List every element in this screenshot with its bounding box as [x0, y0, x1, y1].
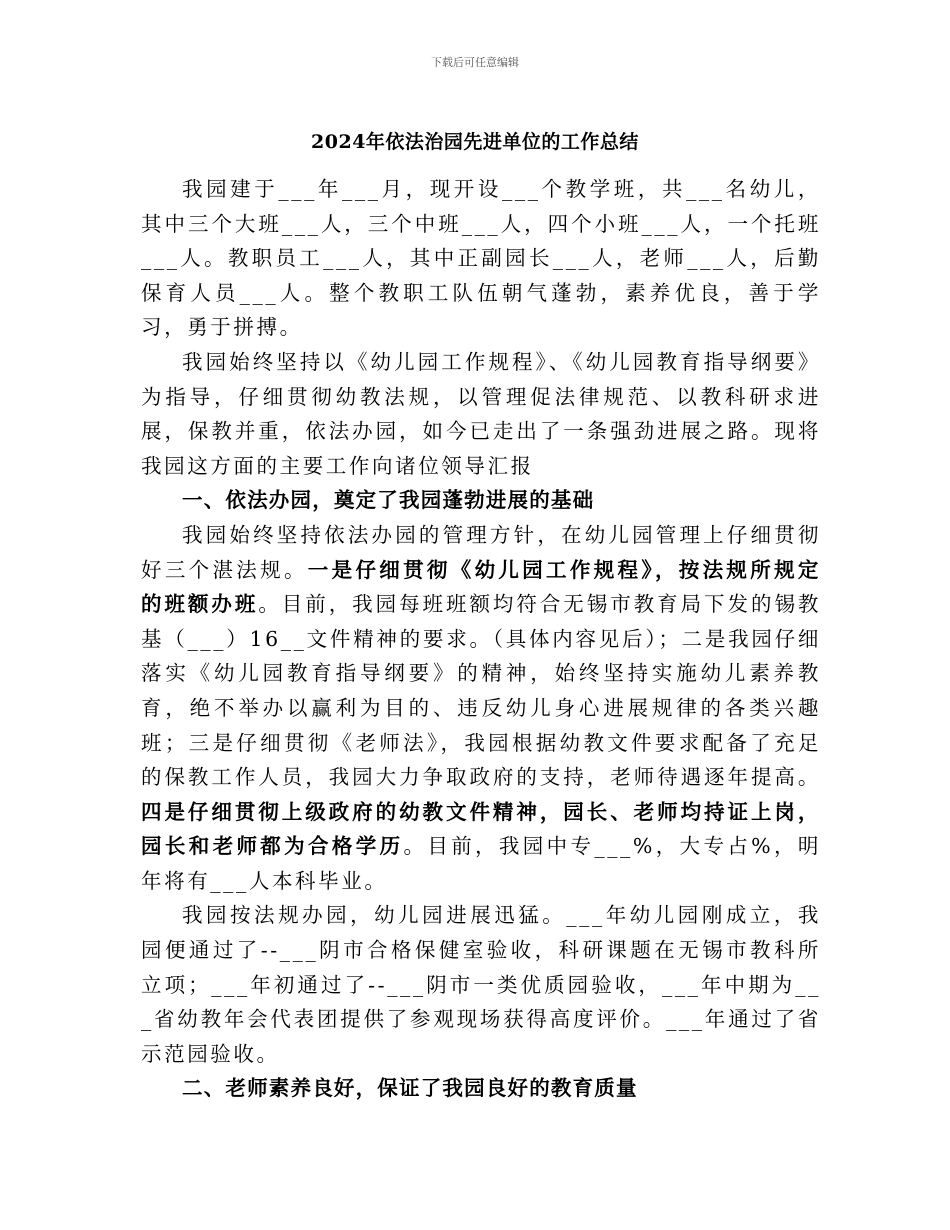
paragraph-text: 。目前，我园每班班额均符合无锡市教育局下发的锡教基（___）16__文件精神的要求。（具体内容见后）；二是我园仔细落实《幼儿园教育指导纲要》的精神，始终坚持实施幼儿素养教育，绝不举办以赢利为目的、违反幼儿身心进展规律的各类兴趣班；三是仔细贯彻《老师法》，我园根据幼教文件要求配备了充足的保教工作人员，我园大力争取政府的支持，老师待遇逐年提高。	[141, 592, 822, 790]
section-heading-1: 一、依法办园，奠定了我园蓬勃进展的基础	[182, 488, 595, 513]
document-body	[141, 172, 821, 1106]
paragraph-development: 我园按法规办园，幼儿园进展迅猛。___年幼儿园刚成立，我园便通过了--___阴市合格保健室验收，科研课题在无锡市教科所立项；___年初通过了--___阴市一类优质园验收，___年中期为___省幼教年会代表团提供了参观现场获得高度评价。___年通过了省示范园验收。	[141, 903, 821, 1066]
paragraph-text: 。目前，我园中专___%，大专占%，明年将有___人本科毕业。	[141, 834, 821, 893]
header-note: 下载后可任意编辑	[431, 56, 519, 69]
paragraph-intro: 我园建于___年___月，现开设___个教学班，共___名幼儿，其中三个大班___人，三个中班___人，四个小班___人，一个托班___人。教职员工___人，其中正副园长___人，老师___人，后勤保育人员___人。整个教职工队伍朝气蓬勃，素养优良，善于学习，勇于拼搏。	[141, 177, 821, 340]
paragraph-guidance: 我园始终坚持以《幼儿园工作规程》、《幼儿园教育指导纲要》为指导，仔细贯彻幼教法规，以管理促法律规范、以教科研求进展，保教并重，依法办园，如今已走出了一条强劲进展之路。现将我园这方面的主要工作向诸位领导汇报	[141, 349, 821, 478]
section-heading-2: 二、老师素养良好，保证了我园良好的教育质量	[182, 1076, 638, 1101]
paragraph-law-based-management	[141, 518, 821, 899]
emphasis-text: 四是仔细贯彻上级政府的幼教文件精神，园长、老师均持证上岗，园长和老师都为合格学历	[141, 799, 821, 859]
paragraph-text: 我园始终坚持依法办园的管理方针，在幼儿园管理上仔细贯彻好三个湛法规。	[141, 522, 821, 582]
emphasis-text: 一是仔细贯彻《幼儿园工作规程》，按法规所规定的班额办班	[141, 557, 822, 617]
page-title: 2024年依法治园先进单位的工作总结	[311, 131, 639, 153]
